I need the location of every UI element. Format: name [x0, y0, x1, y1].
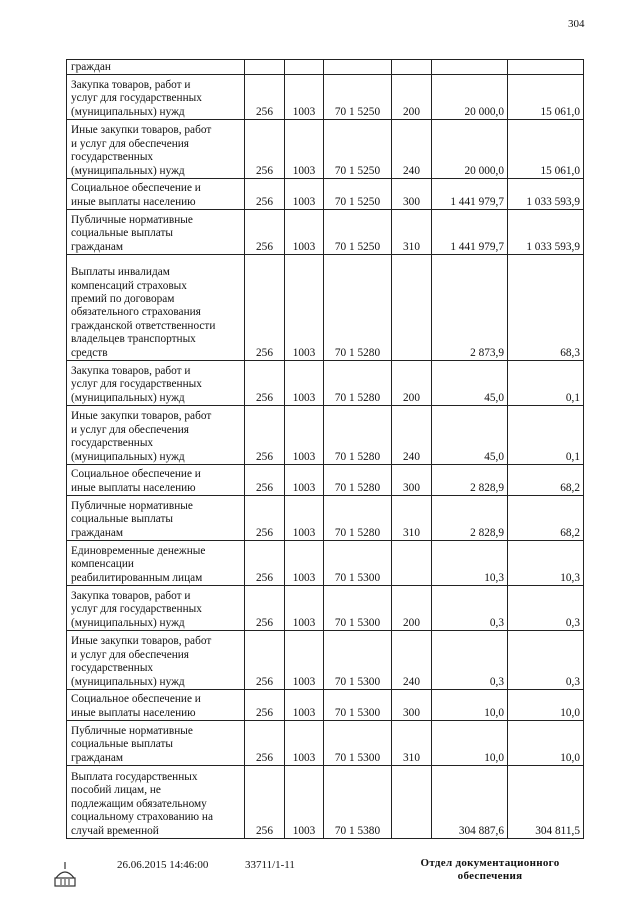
target-article-cell: 70 1 5250	[324, 120, 392, 179]
expense-name-line: Публичные нормативные	[71, 499, 193, 512]
expense-type-cell: 240	[392, 631, 432, 690]
plan-amount-cell: 20 000,0	[432, 75, 508, 120]
expense-name-cell	[67, 465, 245, 496]
footer-datetime: 26.06.2015 14:46:00	[117, 859, 209, 871]
expense-name-line: государственных	[71, 151, 154, 164]
expense-name-line: премий по договорам	[71, 292, 175, 305]
expense-name-line: Социальное обеспечение и	[71, 182, 201, 195]
actual-amount-cell: 0,3	[508, 586, 584, 631]
admin-code-cell: 256	[245, 210, 285, 255]
target-article-cell: 70 1 5300	[324, 631, 392, 690]
expense-name-line: услуг для государственных	[71, 378, 202, 391]
expense-name-cell	[67, 406, 245, 465]
expense-type-cell: 200	[392, 586, 432, 631]
plan-amount-cell: 10,3	[432, 541, 508, 586]
expense-name-line: владельцев транспортных	[71, 333, 196, 346]
table-row	[67, 75, 584, 120]
expense-name-line: услуг для государственных	[71, 603, 202, 616]
plan-amount-cell: 2 873,9	[432, 255, 508, 361]
expense-name-line: Закупка товаров, работ и	[71, 364, 191, 377]
expense-name-line: Закупка товаров, работ и	[71, 589, 191, 602]
expense-name-line: иные выплаты населению	[71, 195, 196, 208]
expense-name-line: и услуг для обеспечения	[71, 137, 189, 150]
target-article-cell	[324, 60, 392, 75]
expense-type-cell: 310	[392, 496, 432, 541]
duma-seal-icon	[52, 858, 78, 888]
plan-amount-cell: 2 828,9	[432, 496, 508, 541]
expense-name-line: компенсаций страховых	[71, 279, 187, 292]
expense-name-line: Иные закупки товаров, работ	[71, 124, 212, 137]
admin-code-cell: 256	[245, 179, 285, 210]
expense-name-line: Иные закупки товаров, работ	[71, 410, 212, 423]
expense-name-line: государственных	[71, 437, 154, 450]
expense-name-line: Социальное обеспечение и	[71, 693, 201, 706]
plan-amount-cell: 0,3	[432, 631, 508, 690]
actual-amount-cell: 68,2	[508, 465, 584, 496]
plan-amount-cell	[432, 60, 508, 75]
section-code-cell: 1003	[285, 631, 324, 690]
expense-name-line: Публичные нормативные	[71, 213, 193, 226]
section-code-cell: 1003	[285, 255, 324, 361]
target-article-cell: 70 1 5380	[324, 766, 392, 839]
expense-type-cell: 300	[392, 179, 432, 210]
actual-amount-cell: 0,3	[508, 631, 584, 690]
footer-doc-code: 33711/1-11	[245, 859, 295, 871]
admin-code-cell: 256	[245, 766, 285, 839]
expense-name-line: реабилитированным лицам	[71, 571, 203, 584]
expense-name-line: гражданам	[71, 751, 124, 764]
actual-amount-cell: 15 061,0	[508, 75, 584, 120]
expense-name-line: Выплата государственных	[71, 770, 198, 783]
table-row	[67, 690, 584, 721]
admin-code-cell: 256	[245, 406, 285, 465]
admin-code-cell: 256	[245, 690, 285, 721]
expense-type-cell	[392, 541, 432, 586]
expense-name-line: (муниципальных) нужд	[71, 616, 185, 629]
target-article-cell: 70 1 5300	[324, 586, 392, 631]
expense-type-cell: 240	[392, 406, 432, 465]
expense-name-cell	[67, 60, 245, 75]
actual-amount-cell: 1 033 593,9	[508, 210, 584, 255]
expense-name-cell	[67, 586, 245, 631]
table-row	[67, 586, 584, 631]
section-code-cell: 1003	[285, 361, 324, 406]
plan-amount-cell: 1 441 979,7	[432, 179, 508, 210]
plan-amount-cell: 10,0	[432, 721, 508, 766]
expense-name-line: и услуг для обеспечения	[71, 423, 189, 436]
expense-name-line: гражданской ответственности	[71, 319, 216, 332]
table-row	[67, 766, 584, 839]
expense-name-line: услуг для государственных	[71, 92, 202, 105]
plan-amount-cell: 304 887,6	[432, 766, 508, 839]
section-code-cell: 1003	[285, 586, 324, 631]
plan-amount-cell: 45,0	[432, 361, 508, 406]
expense-type-cell	[392, 766, 432, 839]
table-row	[67, 631, 584, 690]
expense-type-cell: 310	[392, 210, 432, 255]
table-row	[67, 496, 584, 541]
actual-amount-cell: 304 811,5	[508, 766, 584, 839]
target-article-cell: 70 1 5280	[324, 361, 392, 406]
expense-name-line: (муниципальных) нужд	[71, 450, 185, 463]
expense-name-cell	[67, 721, 245, 766]
section-code-cell: 1003	[285, 120, 324, 179]
expense-name-line: граждан	[71, 60, 111, 73]
plan-amount-cell: 2 828,9	[432, 465, 508, 496]
table-row	[67, 210, 584, 255]
actual-amount-cell: 68,2	[508, 496, 584, 541]
target-article-cell: 70 1 5250	[324, 210, 392, 255]
expense-name-line: социальные выплаты	[71, 227, 173, 240]
section-code-cell: 1003	[285, 496, 324, 541]
expense-name-line: средств	[71, 346, 108, 359]
target-article-cell: 70 1 5300	[324, 690, 392, 721]
target-article-cell: 70 1 5300	[324, 721, 392, 766]
section-code-cell	[285, 60, 324, 75]
expense-name-cell	[67, 179, 245, 210]
expense-name-line: (муниципальных) нужд	[71, 391, 185, 404]
expense-name-line: социальному страхованию на	[71, 811, 213, 824]
expense-type-cell: 240	[392, 120, 432, 179]
target-article-cell: 70 1 5280	[324, 496, 392, 541]
section-code-cell: 1003	[285, 721, 324, 766]
admin-code-cell: 256	[245, 75, 285, 120]
target-article-cell: 70 1 5280	[324, 255, 392, 361]
expense-type-cell	[392, 60, 432, 75]
expense-name-line: Закупка товаров, работ и	[71, 78, 191, 91]
page-number: 304	[568, 18, 585, 30]
expense-name-line: социальные выплаты	[71, 738, 173, 751]
table-row	[67, 406, 584, 465]
table-row	[67, 541, 584, 586]
expense-name-line: (муниципальных) нужд	[71, 105, 185, 118]
expense-name-cell	[67, 361, 245, 406]
actual-amount-cell: 15 061,0	[508, 120, 584, 179]
actual-amount-cell: 0,1	[508, 361, 584, 406]
admin-code-cell: 256	[245, 120, 285, 179]
expense-name-line: компенсации	[71, 558, 134, 571]
actual-amount-cell: 10,3	[508, 541, 584, 586]
admin-code-cell: 256	[245, 465, 285, 496]
expense-name-cell	[67, 690, 245, 721]
target-article-cell: 70 1 5300	[324, 541, 392, 586]
expense-name-cell	[67, 496, 245, 541]
table-row	[67, 120, 584, 179]
expense-name-line: гражданам	[71, 526, 124, 539]
admin-code-cell: 256	[245, 721, 285, 766]
expense-name-line: Социальное обеспечение и	[71, 468, 201, 481]
actual-amount-cell: 68,3	[508, 255, 584, 361]
expense-name-line: и услуг для обеспечения	[71, 648, 189, 661]
expense-name-line: пособий лицам, не	[71, 784, 161, 797]
plan-amount-cell: 45,0	[432, 406, 508, 465]
section-code-cell: 1003	[285, 179, 324, 210]
expense-name-line: Единовременные денежные	[71, 544, 206, 557]
expense-name-cell	[67, 120, 245, 179]
section-code-cell: 1003	[285, 690, 324, 721]
target-article-cell: 70 1 5280	[324, 465, 392, 496]
table-row	[67, 179, 584, 210]
expense-name-cell	[67, 75, 245, 120]
expense-type-cell: 300	[392, 465, 432, 496]
footer-department: Отдел документационного обеспечения	[420, 857, 560, 882]
table-row	[67, 255, 584, 361]
target-article-cell: 70 1 5280	[324, 406, 392, 465]
table-row	[67, 361, 584, 406]
expense-type-cell: 300	[392, 690, 432, 721]
section-code-cell: 1003	[285, 766, 324, 839]
expense-name-line: государственных	[71, 662, 154, 675]
target-article-cell: 70 1 5250	[324, 179, 392, 210]
target-article-cell: 70 1 5250	[324, 75, 392, 120]
expense-name-line: Иные закупки товаров, работ	[71, 635, 212, 648]
expense-name-cell	[67, 631, 245, 690]
section-code-cell: 1003	[285, 541, 324, 586]
actual-amount-cell: 1 033 593,9	[508, 179, 584, 210]
expense-name-cell	[67, 210, 245, 255]
expense-type-cell: 200	[392, 361, 432, 406]
expense-type-cell: 200	[392, 75, 432, 120]
actual-amount-cell	[508, 60, 584, 75]
plan-amount-cell: 1 441 979,7	[432, 210, 508, 255]
plan-amount-cell: 0,3	[432, 586, 508, 631]
section-code-cell: 1003	[285, 210, 324, 255]
admin-code-cell: 256	[245, 541, 285, 586]
plan-amount-cell: 10,0	[432, 690, 508, 721]
expense-name-line: Выплаты инвалидам	[71, 266, 170, 279]
admin-code-cell: 256	[245, 586, 285, 631]
admin-code-cell: 256	[245, 496, 285, 541]
actual-amount-cell: 10,0	[508, 721, 584, 766]
section-code-cell: 1003	[285, 465, 324, 496]
expense-name-cell	[67, 766, 245, 839]
actual-amount-cell: 0,1	[508, 406, 584, 465]
expense-name-cell	[67, 255, 245, 361]
expense-name-line: (муниципальных) нужд	[71, 675, 185, 688]
admin-code-cell: 256	[245, 255, 285, 361]
expense-name-line: случай временной	[71, 824, 159, 837]
admin-code-cell: 256	[245, 631, 285, 690]
table-row	[67, 465, 584, 496]
expense-type-cell: 310	[392, 721, 432, 766]
budget-table	[66, 59, 584, 839]
expense-name-line: гражданам	[71, 240, 124, 253]
actual-amount-cell: 10,0	[508, 690, 584, 721]
expense-name-line: Публичные нормативные	[71, 724, 193, 737]
table-row	[67, 721, 584, 766]
page-footer	[0, 856, 640, 896]
expense-type-cell	[392, 255, 432, 361]
expense-name-line: обязательного страхования	[71, 306, 201, 319]
expense-name-line: (муниципальных) нужд	[71, 164, 185, 177]
admin-code-cell	[245, 60, 285, 75]
admin-code-cell: 256	[245, 361, 285, 406]
section-code-cell: 1003	[285, 406, 324, 465]
expense-name-line: социальные выплаты	[71, 513, 173, 526]
table-row	[67, 60, 584, 75]
expense-name-line: иные выплаты населению	[71, 706, 196, 719]
expense-name-line: подлежащим обязательному	[71, 797, 207, 810]
expense-name-line: иные выплаты населению	[71, 481, 196, 494]
plan-amount-cell: 20 000,0	[432, 120, 508, 179]
expense-name-cell	[67, 541, 245, 586]
section-code-cell: 1003	[285, 75, 324, 120]
